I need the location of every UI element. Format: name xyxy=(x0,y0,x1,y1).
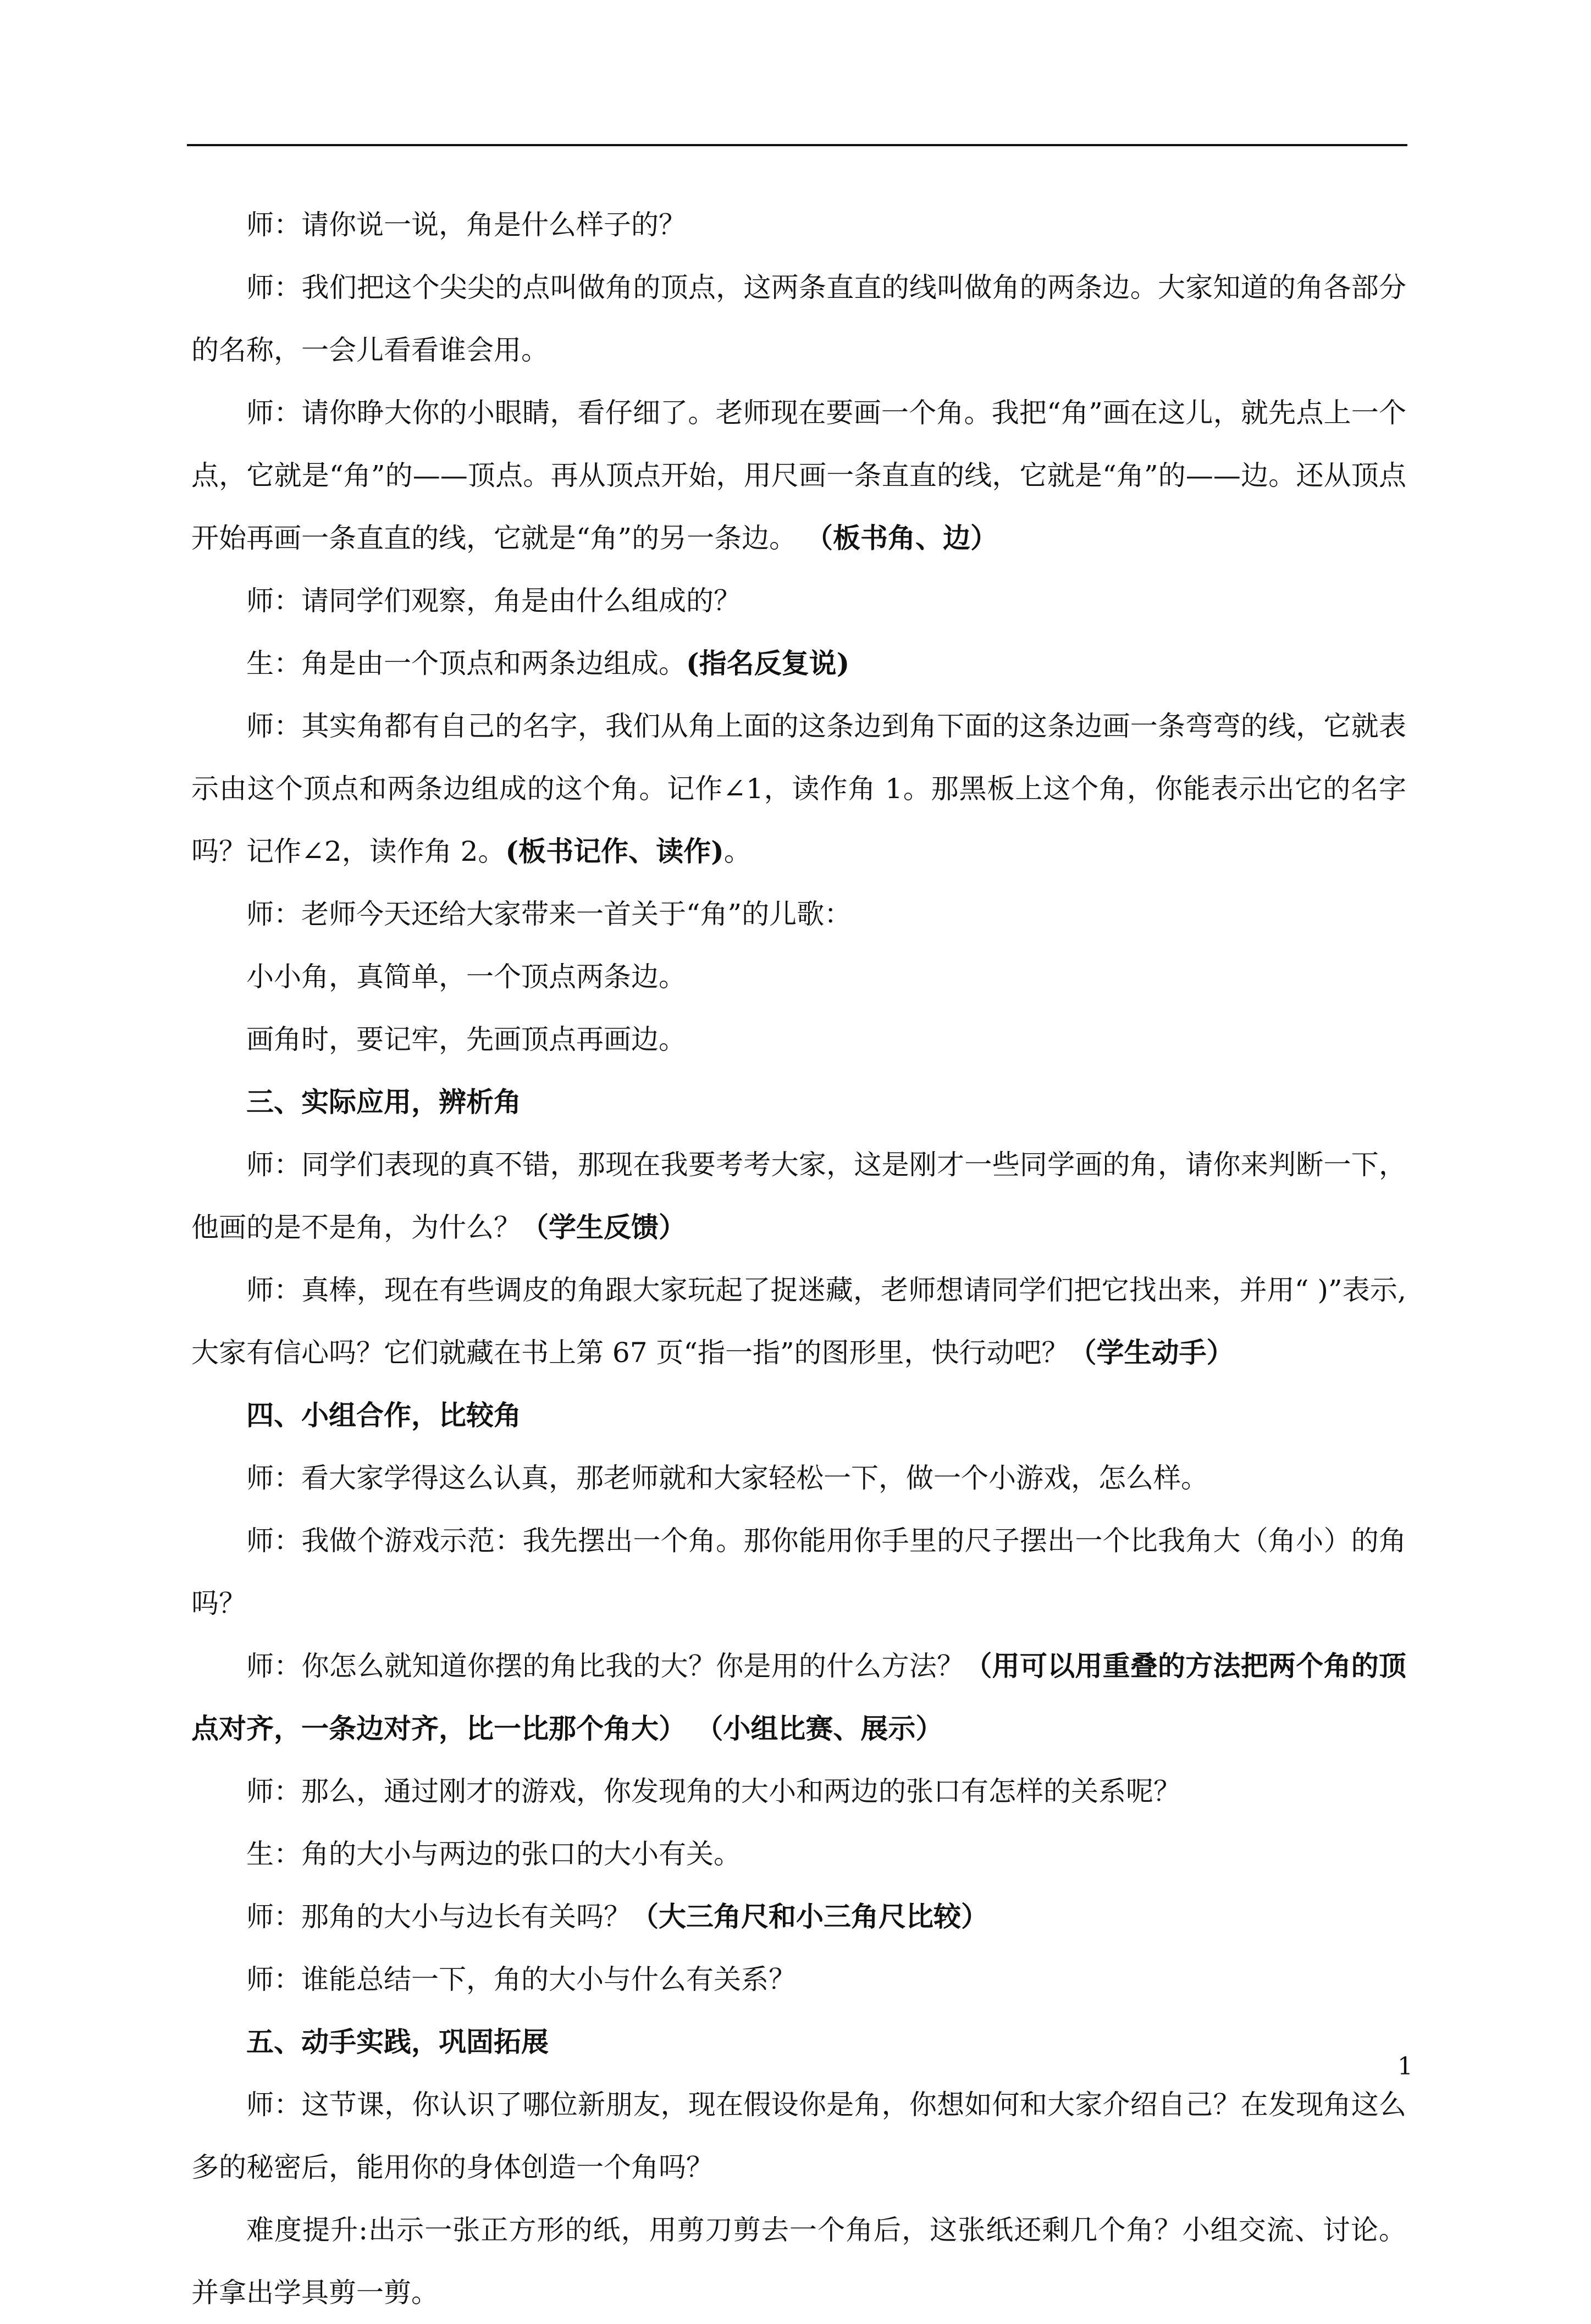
bold-note: （学生动手） xyxy=(1069,1336,1234,1369)
paragraph: 生：角是由一个顶点和两条边组成。(指名反复说) xyxy=(246,647,850,679)
bold-note: (指名反复说) xyxy=(686,647,850,679)
paragraph: 师：请你说一说，角是什么样子的？ xyxy=(246,209,686,241)
paragraph: 师：我们把这个尖尖的点叫做角的顶点，这两条直直的线叫做角的两条边。大家知道的角各部分的名称，一会儿看看谁会用。 xyxy=(191,272,1406,366)
bold-note: (板书记作、读作) xyxy=(505,835,724,867)
paragraph: 生：角的大小与两边的张口的大小有关。 xyxy=(246,1838,741,1870)
paragraph: 师：这节课，你认识了哪位新朋友，现在假设你是角，你想如何和大家介绍自己？在发现角这么多的秘密后，能用你的身体创造一个角吗？ xyxy=(191,2089,1406,2183)
header-rule xyxy=(187,144,1407,146)
bold-note: （大三角尺和小三角尺比较） xyxy=(631,1900,988,1933)
paragraph: 画角时，要记牢，先画顶点再画边。 xyxy=(246,1023,686,1055)
section-heading: 五、动手实践，巩固拓展 xyxy=(246,2026,549,2058)
page-number: 1 xyxy=(1397,2052,1413,2080)
paragraph: 师：老师今天还给大家带来一首关于“角”的儿歌： xyxy=(246,898,852,930)
paragraph: 小小角，真简单，一个顶点两条边。 xyxy=(246,961,686,993)
section-heading: 四、小组合作，比较角 xyxy=(246,1399,521,1431)
paragraph: 师：真棒，现在有些调皮的角跟大家玩起了捉迷藏，老师想请同学们把它找出来，并用“ )”表示,大家有信心吗？它们就藏在书上第 67 页“指一指”的图形里，快行动吧？（学生动手） xyxy=(191,1274,1406,1369)
paragraph: 师：你怎么就知道你摆的角比我的大？你是用的什么方法？（用可以用重叠的方法把两个角的顶点对齐，一条边对齐，比一比那个角大） （小组比赛、展示） xyxy=(191,1650,1407,1745)
section-heading: 三、实际应用，辨析角 xyxy=(246,1086,521,1118)
paragraph: 师：请你睁大你的小眼睛，看仔细了。老师现在要画一个角。我把“角”画在这儿，就先点上一个点，它就是“角”的——顶点。再从顶点开始，用尺画一条直直的线，它就是“角”的——边。还从顶点开始再画一条直直的线，它就是“角”的另一条边。 （板书角、边） xyxy=(191,397,1406,554)
bold-note: （用可以用重叠的方法把两个角的顶点对齐，一条边对齐，比一比那个角大） （小组比赛、展示） xyxy=(191,1650,1407,1745)
paragraph: 师：请同学们观察，角是由什么组成的？ xyxy=(246,585,741,617)
document-body xyxy=(191,193,1406,2324)
paragraph: 师：我做个游戏示范：我先摆出一个角。那你能用你手里的尺子摆出一个比我角大（角小）的角吗？ xyxy=(191,1525,1406,1619)
paragraph: 师：同学们表现的真不错，那现在我要考考大家，这是刚才一些同学画的角，请你来判断一下，他画的是不是角，为什么？（学生反馈） xyxy=(191,1149,1406,1243)
paragraph: 难度提升:出示一张正方形的纸，用剪刀剪去一个角后，这张纸还剩几个角？小组交流、讨论。并拿出学具剪一剪。 xyxy=(191,2214,1406,2309)
paragraph: 师：其实角都有自己的名字，我们从角上面的这条边到角下面的这条边画一条弯弯的线，它就表示由这个顶点和两条边组成的这个角。记作∠1，读作角 1。那黑板上这个角，你能表示出它的名字吗？记作∠2，读作角 2。(板书记作、读作)。 xyxy=(191,710,1406,867)
bold-note: （板书角、边） xyxy=(805,522,998,554)
paragraph: 师：那么，通过刚才的游戏，你发现角的大小和两边的张口有怎样的关系呢？ xyxy=(246,1775,1181,1807)
paragraph: 师：看大家学得这么认真，那老师就和大家轻松一下，做一个小游戏，怎么样。 xyxy=(246,1462,1208,1494)
paragraph: 师：谁能总结一下，角的大小与什么有关系？ xyxy=(246,1963,796,1995)
paragraph: 师：那角的大小与边长有关吗？（大三角尺和小三角尺比较） xyxy=(246,1900,988,1933)
bold-note: （学生反馈） xyxy=(521,1211,686,1243)
